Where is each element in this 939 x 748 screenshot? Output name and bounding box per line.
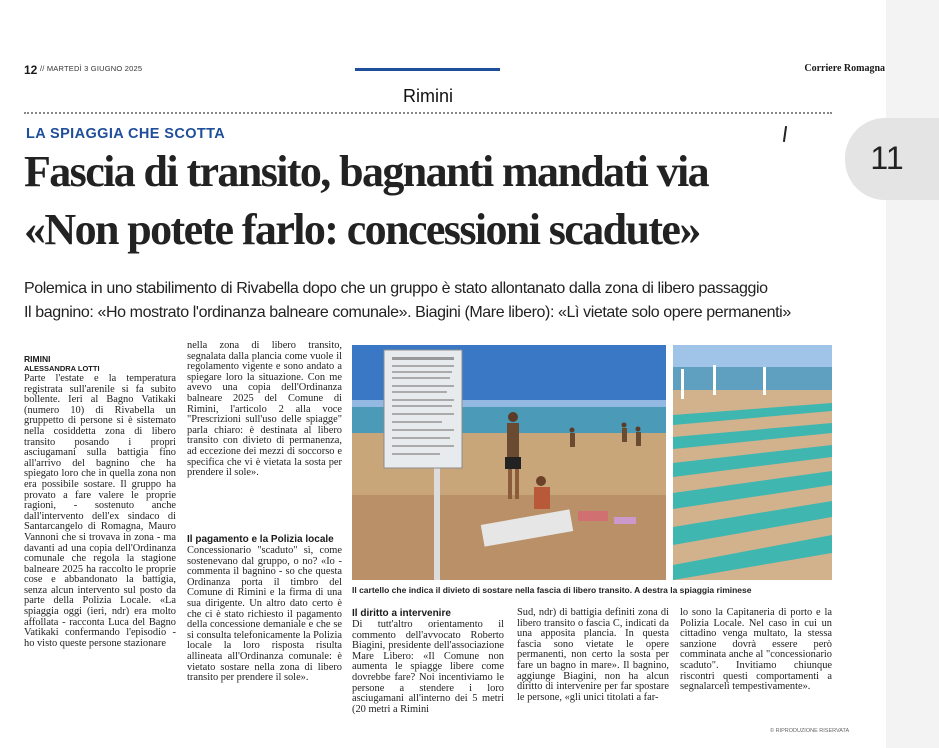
column-text: Concessionario "scaduto" sì, come sostenevano dal gruppo, o no? «Io - commenta il bagnino - so che questa Ordinanza porta il timbro del Comune di Rimini e la firma di una sua dirigente. Un altro dato certo è che ci è stato richiesto il pagamento della concessione demaniale e che se si consulta telefonicamente la Polizia locale la loro risposta risulta allineata all'Ordinanza comunale: è vietato sostare nella zona di libero transito per prendere il sole».	[187, 545, 342, 684]
author-byline: ALESSANDRA LOTTI	[24, 364, 100, 373]
column-text: nella zona di libero transito, segnalata dalla plancia come vuole il regolamento vigente e sono andato a spiegare loro la situazione. Con me avevo una copia dell'Ordinanza balneare 2025 del Comune di Rimini, l'articolo 2 alla voce "Prescrizioni sull'uso delle spiagge" parla chiaro: è destinata al libero transito con divieto di permanenza, ad eccezione dei mezzi di soccorso e specifica che vi è vietata la sosta per prendere il sole».	[187, 340, 342, 479]
subheadline-line-2: Il bagnino: «Ho mostrato l'ordinanza balneare comunale». Biagini (Mare libero): «Lì vietate solo opere permanenti»	[24, 304, 791, 321]
header-rule	[355, 68, 500, 71]
subsection-heading: Il diritto a intervenire	[352, 608, 451, 619]
page-counter: 11	[870, 140, 904, 176]
article-column-3	[352, 620, 504, 715]
section-title: Rimini	[402, 86, 453, 106]
subsection-heading: Il pagamento e la Polizia locale	[187, 534, 334, 545]
article-column-5	[680, 608, 832, 693]
column-text: lo sono la Capitaneria di porto e la Polizia Locale. Nel caso in cui un cittadino venga multato, la stessa sanzione dovrà essere però comminata anche al "concessionario scaduto". Invitiamo chiunque riscontri questi comportamenti a segnalarceli tempestivamente».	[680, 607, 832, 693]
column-text: Parte l'estate e la temperatura registrata sull'arenile si fa subito bollente. Ieri al Bagno Vatikaki (numero 10) di Rivabella un gruppetto di persone si è sistemato nella cosiddetta zona di libero transito posando i propri asciugamani sulla battigia fino all'arrivo del bagnino che ha spiegato loro che in quella zona non era possibile sostare. Il gruppo ha provato a fare valere le proprie ragioni, - sostenuto anche dall'intervento dell'ex sindaco di Santarcangelo di Romagna, Mauro Vannoni che si trovava in zona - ma davanti ad una copia dell'Ordinanza comunale che regola la stagione balneare 2025 ha raccolto le proprie cose e abbandonato la battigia, senza alcun intervento sul posto da parte della Polizia Locale. «La spiaggia oggi (ieri, ndr) era molto affollata - racconta Luca del Bagno Vatikaki confermando l'episodio - ho visto queste persone stazionare	[24, 373, 176, 649]
dateline-location: RIMINI	[24, 354, 51, 364]
article-column-1	[24, 374, 176, 649]
photo-illustration	[352, 345, 666, 580]
issue-date: // MARTEDÌ 3 GIUGNO 2025	[40, 64, 143, 73]
section-divider	[24, 112, 832, 114]
caption-left: Il cartello che indica il divieto di sostare nella fascia di libero transito.	[352, 585, 633, 595]
beach-umbrellas-photo	[673, 345, 832, 580]
article-column-2b	[187, 546, 342, 684]
masthead: Corriere Romagna	[804, 63, 885, 74]
article-column-4	[517, 608, 669, 703]
page-number: 12	[24, 63, 38, 77]
kicker: LA SPIAGGIA CHE SCOTTA	[26, 126, 226, 142]
photo-illustration	[673, 345, 832, 580]
caption-right: A destra la spiaggia riminese	[634, 585, 752, 595]
subheadline-line-1: Polemica in uno stabilimento di Rivabella dopo che un gruppo è stato allontanato dalla zona di libero passaggio	[24, 280, 768, 297]
headline-line-2: «Non potete farlo: concessioni scadute»	[24, 205, 700, 254]
column-text: Sud, ndr) di battigia definiti zona di libero transito o fascia C, indicati da una apposita plancia. In questa fascia sono vietate le opere permanenti, non certo la sosta per fare un bagno in mare». Il bagnino, aggiunge Biagini, non ha alcun diritto di intervenire per far spostare le persone, «gli unici titolati a far-	[517, 607, 669, 703]
article-column-2	[187, 341, 342, 479]
right-margin	[886, 0, 939, 748]
headline-line-1: Fascia di transito, bagnanti mandati via	[24, 147, 709, 196]
photo-caption	[352, 585, 842, 595]
copyright-note: © RIPRODUZIONE RISERVATA	[770, 728, 850, 734]
column-text: Di tutt'altro orientamento il commento dell'avvocato Roberto Biagini, presidente dell'associazione Mare Libero: «Il Comune non aumenta le spiagge libere come dovrebbe fare? Noi incentiviamo le persone a stendere i loro asciugamani all'interno dei 5 metri (20 metri a Rimini	[352, 619, 504, 715]
beach-sign-photo	[352, 345, 666, 580]
